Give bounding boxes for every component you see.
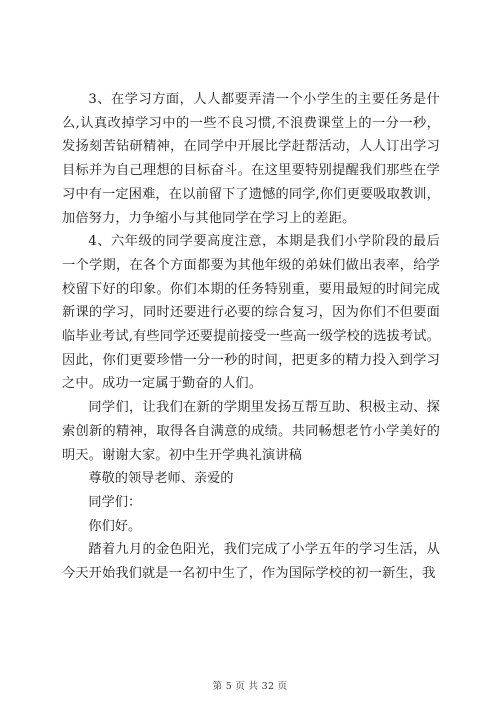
paragraph-grade-six: 4、六年级的同学要高度注意，本期是我们小学阶段的最后一个学期，在各个方面都要为其他年级的弟妹们做出表率，给学校留下好的印象。你们本期的任务特别重，要用最短的时间完成新课的学习，同时还要进行必要的综合复习，因为你们不但要面临毕业考试,有些同学还要提前接受一些高一级学校的选拔考试。因此，你们更要珍惜一分一秒的时间，把更多的精力投入到学习之中。成功一定属于勤奋的人们。 xyxy=(62,234,440,392)
salutation-line: 尊敬的领导老师、亲爱的 xyxy=(88,471,234,487)
salutation-students: 同学们： xyxy=(88,494,142,510)
paragraph-closing: 同学们，让我们在新的学期里发扬互帮互助、积极主动、探索创新的精神，取得各自满意的成绩。共同畅想老竹小学美好的明天。谢谢大家。初中生开学典礼演讲稿 xyxy=(62,400,440,463)
greeting-line: 你们好。 xyxy=(88,518,142,534)
page-number-footer: 第 5 页 共 32 页 xyxy=(212,681,288,692)
document-body xyxy=(62,88,440,586)
paragraph-study: 3、在学习方面，人人都要弄清一个小学生的主要任务是什么,认真改掉学习中的一些不良习惯,不浪费课堂上的一分一秒，发扬刻苦钻研精神，在同学中开展比学赶帮活动，人人订出学习目标并为自己理想的目标奋斗。在这里要特别提醒我们那些在学习中有一定困难，在以前留下了遗憾的同学,你们更要吸取教训，加倍努力，力争缩小与其他同学在学习上的差距。 xyxy=(62,92,440,226)
paragraph-speech-start: 踏着九月的金色阳光，我们完成了小学五年的学习生活，从今天开始我们就是一名初中生了，作为国际学校的初一新生，我 xyxy=(62,542,440,582)
